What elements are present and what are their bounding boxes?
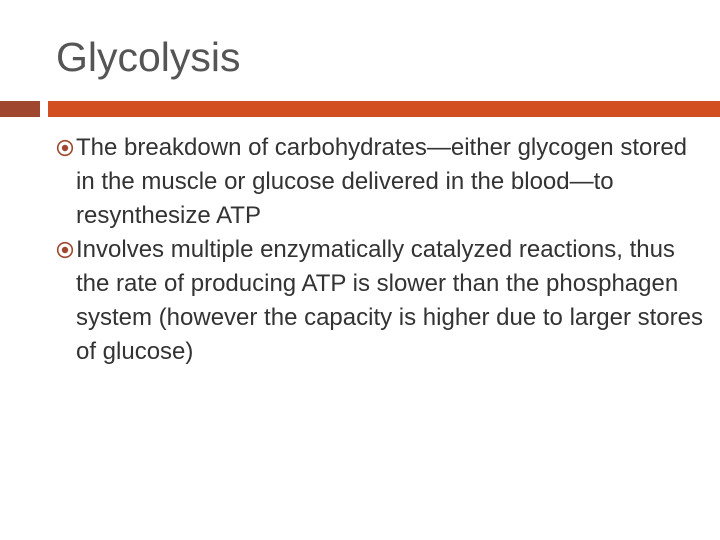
circled-dot-bullet-icon — [56, 241, 74, 259]
bullet-item — [56, 131, 706, 233]
slide-title: Glycolysis — [56, 34, 241, 80]
title-accent-bar-left — [0, 101, 40, 117]
circled-dot-bullet-icon — [56, 139, 74, 157]
bullet-text: Involves multiple enzymatically catalyzed reactions, thus the rate of producing ATP is slower than the phosphagen system (however the capacity is higher due to larger stores of glucose) — [76, 236, 703, 365]
title-accent-bar-right — [48, 101, 720, 117]
bullet-text: The breakdown of carbohydrates—either glycogen stored in the muscle or glucose delivered in the blood—to resynthesize ATP — [76, 134, 688, 229]
bullet-item — [56, 233, 706, 369]
bullet-list — [56, 131, 706, 369]
